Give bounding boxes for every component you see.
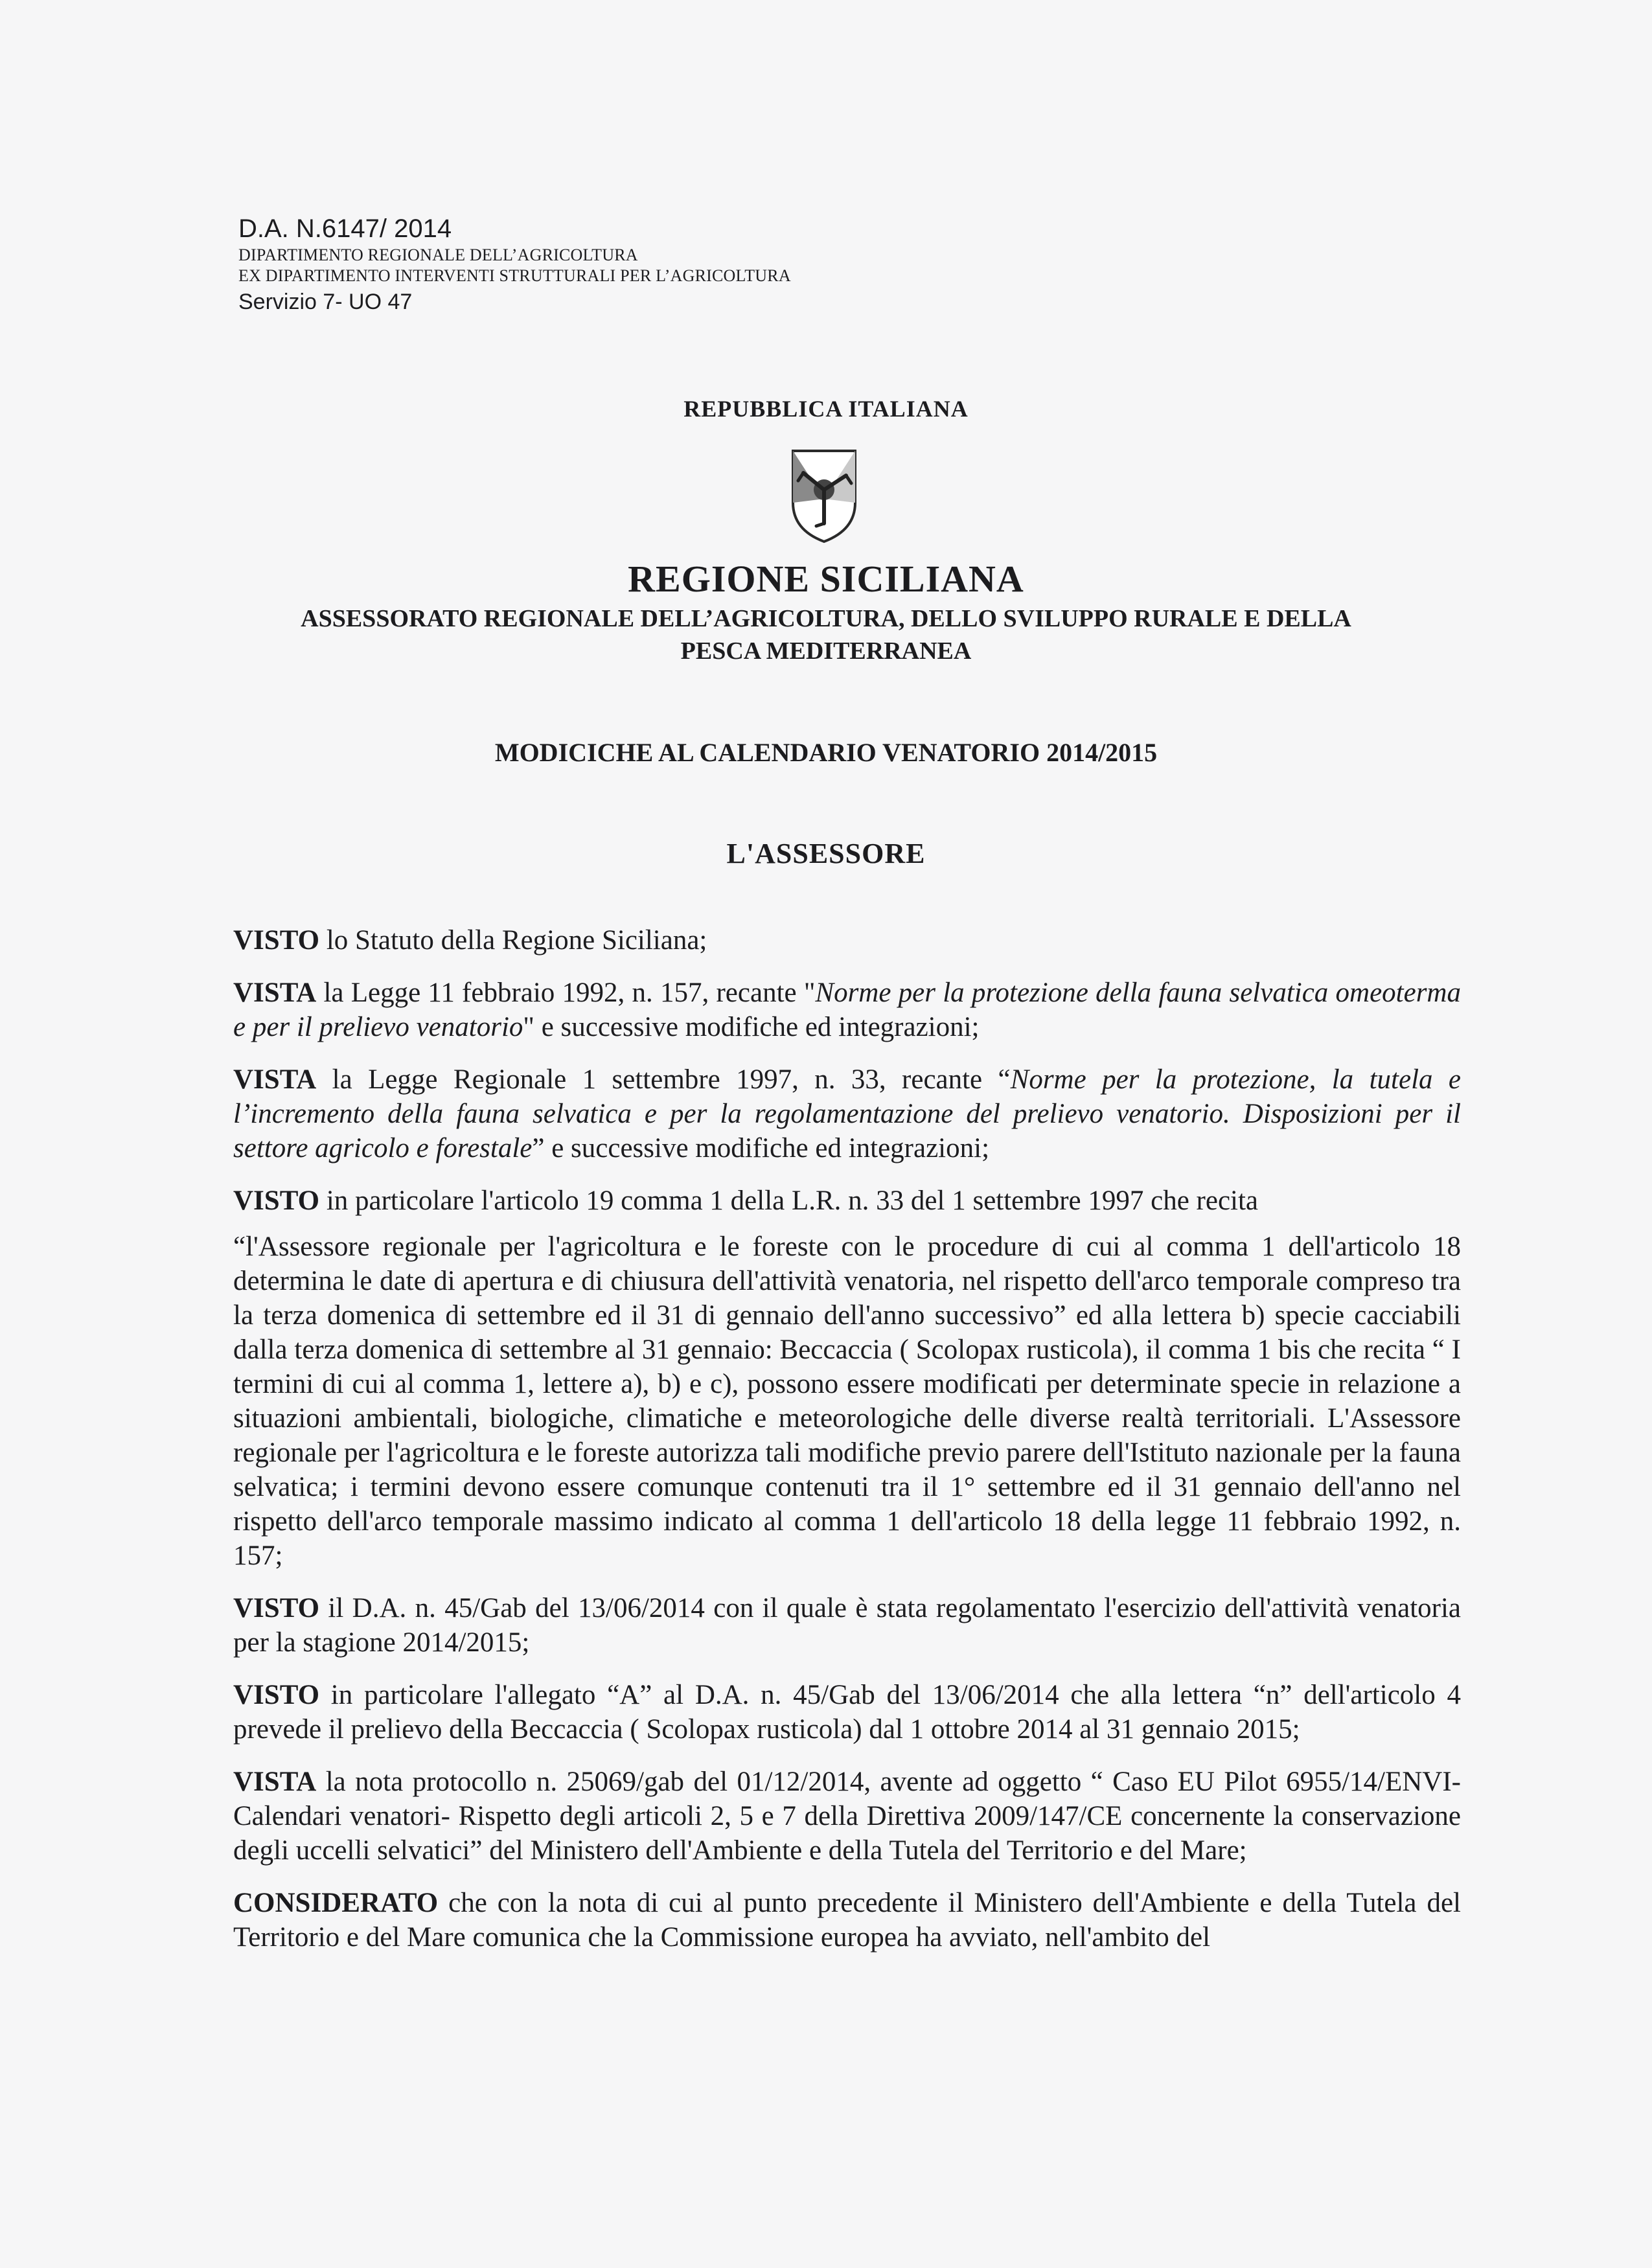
paragraph-visto-articolo-19 xyxy=(233,1184,1461,1218)
service-line: Servizio 7- UO 47 xyxy=(238,290,413,314)
paragraph-text: ” e successive modifiche ed integrazioni; xyxy=(532,1133,990,1163)
paragraph-keyword: VISTA xyxy=(233,1767,317,1797)
department-line-2: EX DIPARTIMENTO INTERVENTI STRUTTURALI PER L’AGRICOLTURA xyxy=(238,266,791,285)
republic-heading: REPUBBLICA ITALIANA xyxy=(683,396,969,422)
paragraph-keyword: VISTA xyxy=(233,978,317,1008)
paragraph-text: la Legge 11 febbraio 1992, n. 157, recante " xyxy=(316,978,816,1008)
region-heading: REGIONE SICILIANA xyxy=(628,558,1024,600)
paragraph-visto-allegato-a xyxy=(233,1678,1461,1747)
paragraph-text: che con la nota di cui al punto precedente il Ministero dell'Ambiente e della Tutela del Territorio e del Mare comunica che la Commissione europea ha avviato, nell'ambito del xyxy=(233,1888,1461,1953)
paragraph-keyword: VISTO xyxy=(233,1680,320,1710)
paragraph-keyword: VISTO xyxy=(233,1593,320,1623)
paragraph-keyword: CONSIDERATO xyxy=(233,1888,439,1918)
paragraph-text: la nota protocollo n. 25069/gab del 01/12/2014, avente ad oggetto “ Caso EU Pilot 6955/14/ENVI- Calendari venatori- Rispetto degli articoli 2, 5 e 7 della Direttiva 2009/147/CE concernente la conservazione degli uccelli selvatici” del Ministero dell'Ambiente e della Tutela del Territorio e del Mare; xyxy=(233,1767,1461,1866)
paragraph-italic-title: Norme per la protezione, la tutela e l’incremento della fauna selvatica e per la regolamentazione del prelievo venatorio. Disposizioni per il settore agricolo e forestale xyxy=(233,1064,1461,1163)
document-title: MODICICHE AL CALENDARIO VENATORIO 2014/2015 xyxy=(494,738,1158,767)
paragraph-text: il D.A. n. 45/Gab del 13/06/2014 con il quale è stata regolamentato l'esercizio dell'attività venatoria per la stagione 2014/2015; xyxy=(233,1593,1461,1658)
paragraph-text: in particolare l'articolo 19 comma 1 della L.R. n. 33 del 1 settembre 1997 che recita xyxy=(319,1186,1259,1216)
paragraph-vista-legge-157 xyxy=(233,976,1461,1044)
paragraph-text: lo Statuto della Regione Siciliana; xyxy=(319,925,707,956)
assessore-heading: L'ASSESSORE xyxy=(726,838,926,869)
assessorato-heading xyxy=(0,602,1652,667)
paragraph-visto-statuto xyxy=(233,923,1461,957)
paragraph-text: " e successive modifiche ed integrazioni; xyxy=(523,1012,980,1042)
paragraph-vista-nota-protocollo xyxy=(233,1765,1461,1868)
quoted-article-text: “l'Assessore regionale per l'agricoltura e le foreste con le procedure di cui al comma 1 dell'articolo 18 determina le date di apertura e di chiusura dell'attività venatoria, nel rispetto dell'arco temporale compreso tra la terza domenica di settembre ed il 31 di gennaio dell'anno successivo” ed alla lettera b) specie cacciabili dalla terza domenica di settembre al 31 gennaio: Beccaccia ( Scolopax rusticola), il comma 1 bis che recita “ I termini di cui al comma 1, lettere a), b) e c), possono essere modificati per determinate specie in relazione a situazioni ambientali, biologiche, climatiche e meteorologiche delle diverse realtà territoriali. L'Assessore regionale per l'agricoltura e le foreste autorizza tali modifiche previo parere dell'Istituto nazionale per la fauna selvatica; i termini devono essere comunque contenuti tra il 1° settembre ed il 31 gennaio dell'anno nel rispetto dell'arco temporale massimo indicato al comma 1 dell'articolo 18 della legge 11 febbraio 1992, n. 157; xyxy=(233,1231,1461,1571)
paragraph-text: la Legge Regionale 1 settembre 1997, n. 33, recante “ xyxy=(316,1064,1011,1095)
document-header xyxy=(238,212,791,317)
document-body xyxy=(233,923,1461,1973)
paragraph-italic-title: Norme per la protezione della fauna selvatica omeoterma e per il prelievo venatorio xyxy=(233,978,1461,1042)
paragraph-vista-legge-regionale-33 xyxy=(233,1062,1461,1165)
paragraph-keyword: VISTA xyxy=(233,1064,317,1095)
paragraph-considerato xyxy=(233,1886,1461,1954)
paragraph-text: in particolare l'allegato “A” al D.A. n. 45/Gab del 13/06/2014 che alla lettera “n” dell'articolo 4 prevede il prelievo della Beccaccia ( Scolopax rusticola) dal 1 ottobre 2014 al 31 gennaio 2015; xyxy=(233,1680,1461,1745)
assessorato-line-2: PESCA MEDITERRANEA xyxy=(680,637,972,665)
assessorato-line-1: ASSESSORATO REGIONALE DELL’AGRICOLTURA, DELLO SVILUPPO RURALE E DELLA xyxy=(301,605,1351,632)
document-number: D.A. N.6147/ 2014 xyxy=(238,214,452,243)
paragraph-visto-da-45 xyxy=(233,1591,1461,1660)
paragraph-keyword: VISTO xyxy=(233,1186,320,1216)
sicily-trinacria-emblem-icon xyxy=(789,447,859,544)
department-line-1: DIPARTIMENTO REGIONALE DELL’AGRICOLTURA xyxy=(238,246,638,264)
paragraph-keyword: VISTO xyxy=(233,925,320,956)
